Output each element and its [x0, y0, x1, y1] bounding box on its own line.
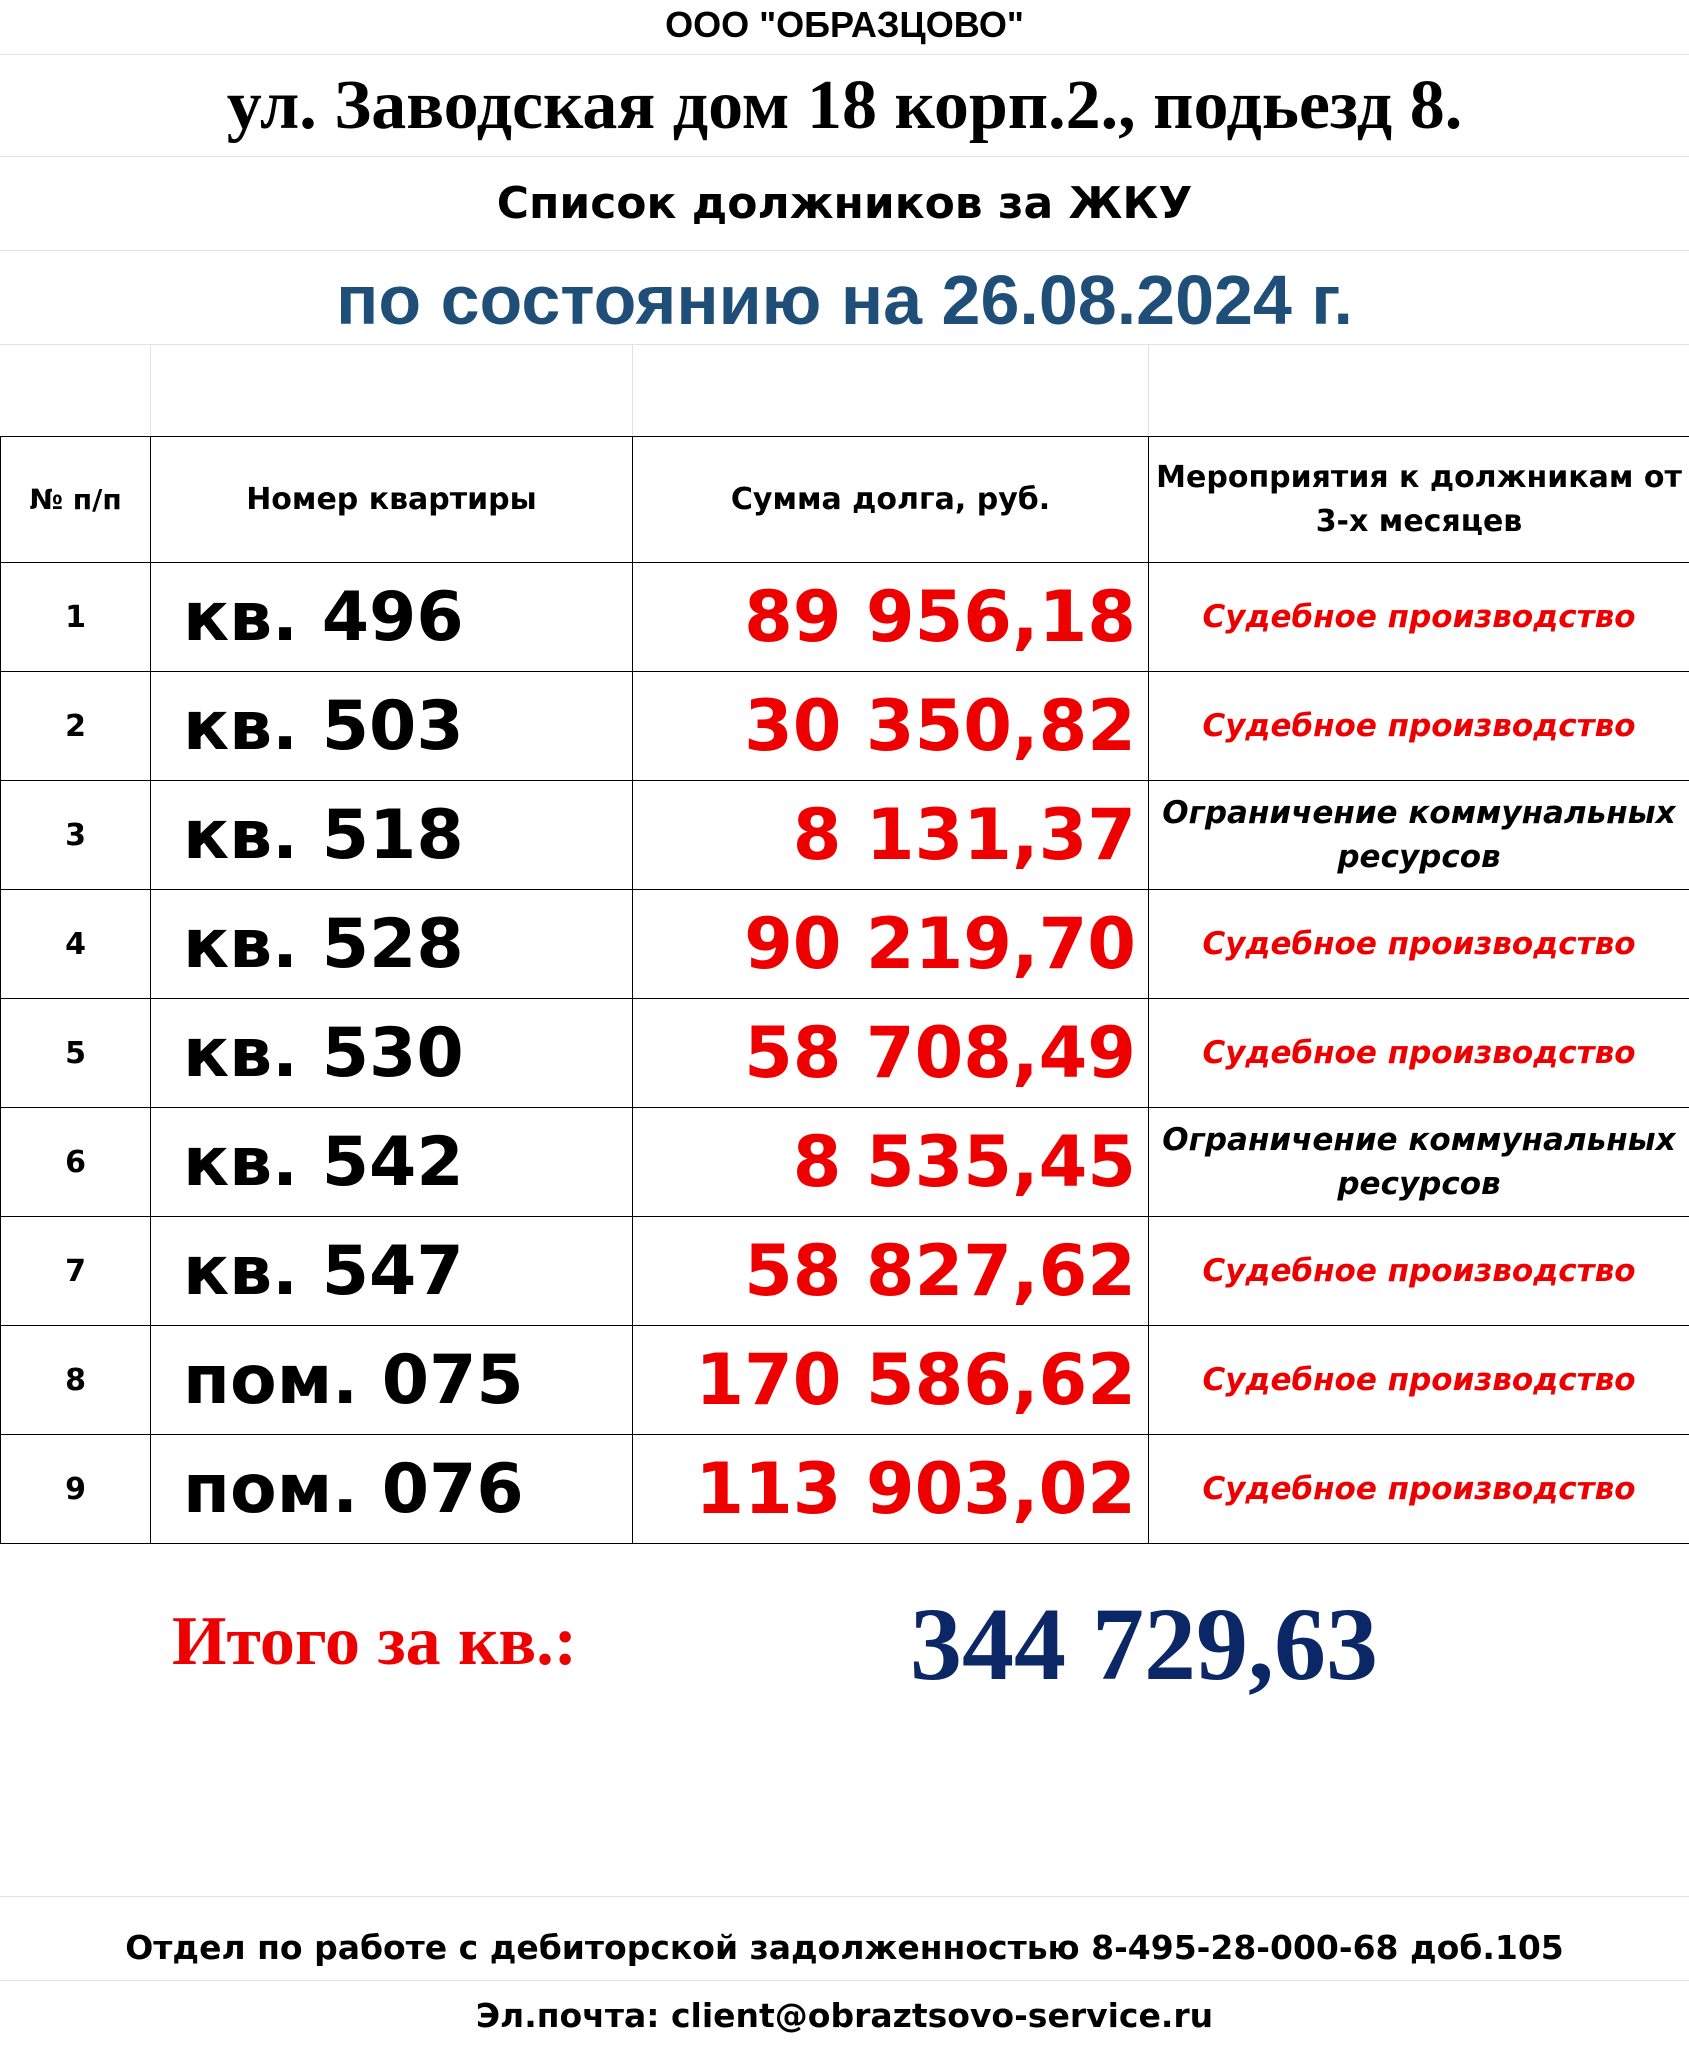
- row-number: 6: [1, 1108, 151, 1217]
- table-row: [1, 563, 1689, 672]
- debt-amount: 89 956,18: [633, 563, 1149, 672]
- row-number: 3: [1, 781, 151, 890]
- apartment-number: кв. 503: [151, 672, 633, 781]
- debt-measure: Судебное производство: [1149, 672, 1689, 781]
- row-number: 8: [1, 1326, 151, 1435]
- debt-measure: Судебное производство: [1149, 1326, 1689, 1435]
- table-row: [1, 1326, 1689, 1435]
- debt-measure: Ограничение коммунальных ресурсов: [1149, 781, 1689, 890]
- apartment-number: кв. 528: [151, 890, 633, 999]
- debt-measure: Судебное производство: [1149, 563, 1689, 672]
- debt-amount: 8 131,37: [633, 781, 1149, 890]
- apartment-number: кв. 542: [151, 1108, 633, 1217]
- building-address: ул. Заводская дом 18 корп.2., подьезд 8.: [226, 67, 1463, 144]
- grid-line: [0, 54, 1689, 55]
- column-header-apartment: Номер квартиры: [151, 437, 633, 563]
- debt-amount: 58 827,62: [633, 1217, 1149, 1326]
- apartment-number: кв. 547: [151, 1217, 633, 1326]
- row-number: 1: [1, 563, 151, 672]
- table-row: [1, 890, 1689, 999]
- grid-line: [1148, 344, 1149, 436]
- table-row: [1, 781, 1689, 890]
- debt-measure: Судебное производство: [1149, 890, 1689, 999]
- company-name: ООО "ОБРАЗЦОВО": [665, 4, 1024, 45]
- debtors-table: [0, 436, 1689, 1544]
- contact-email: Эл.почта: client@obraztsovo-service.ru: [475, 1996, 1214, 2035]
- table-row: [1, 672, 1689, 781]
- debt-amount: 58 708,49: [633, 999, 1149, 1108]
- list-title: Список должников за ЖКУ: [496, 178, 1193, 229]
- row-number: 2: [1, 672, 151, 781]
- table-row: [1, 999, 1689, 1108]
- debt-amount: 113 903,02: [633, 1435, 1149, 1544]
- debt-amount: 90 219,70: [633, 890, 1149, 999]
- table-row: [1, 1217, 1689, 1326]
- table-header-row: [1, 437, 1689, 563]
- debt-measure: Судебное производство: [1149, 1435, 1689, 1544]
- apartment-number: кв. 530: [151, 999, 633, 1108]
- apartment-number: кв. 496: [151, 563, 633, 672]
- total-label: Итого за кв.:: [172, 1603, 578, 1680]
- debt-measure: Судебное производство: [1149, 999, 1689, 1108]
- table-row: [1, 1435, 1689, 1544]
- table-row: [1, 1108, 1689, 1217]
- row-number: 9: [1, 1435, 151, 1544]
- apartment-number: пом. 075: [151, 1326, 633, 1435]
- department-contact: Отдел по работе с дебиторской задолженностью 8-495-28-000-68 доб.105: [125, 1928, 1564, 1967]
- apartment-number: пом. 076: [151, 1435, 633, 1544]
- grid-line: [0, 1980, 1689, 1981]
- apartment-number: кв. 518: [151, 781, 633, 890]
- column-header-amount: Сумма долга, руб.: [633, 437, 1149, 563]
- grid-line: [0, 1896, 1689, 1897]
- column-header-measures: Мероприятия к должникам от 3-х месяцев: [1149, 437, 1689, 563]
- debt-amount: 8 535,45: [633, 1108, 1149, 1217]
- grid-line: [0, 156, 1689, 157]
- debt-measure: Ограничение коммунальных ресурсов: [1149, 1108, 1689, 1217]
- row-number: 5: [1, 999, 151, 1108]
- total-value: 344 729,63: [910, 1587, 1378, 1702]
- status-date: по состоянию на 26.08.2024 г.: [336, 261, 1353, 339]
- debt-amount: 30 350,82: [633, 672, 1149, 781]
- grid-line: [150, 344, 151, 436]
- debt-amount: 170 586,62: [633, 1326, 1149, 1435]
- debt-measure: Судебное производство: [1149, 1217, 1689, 1326]
- row-number: 7: [1, 1217, 151, 1326]
- grid-line: [632, 344, 633, 436]
- column-header-number: № п/п: [1, 437, 151, 563]
- row-number: 4: [1, 890, 151, 999]
